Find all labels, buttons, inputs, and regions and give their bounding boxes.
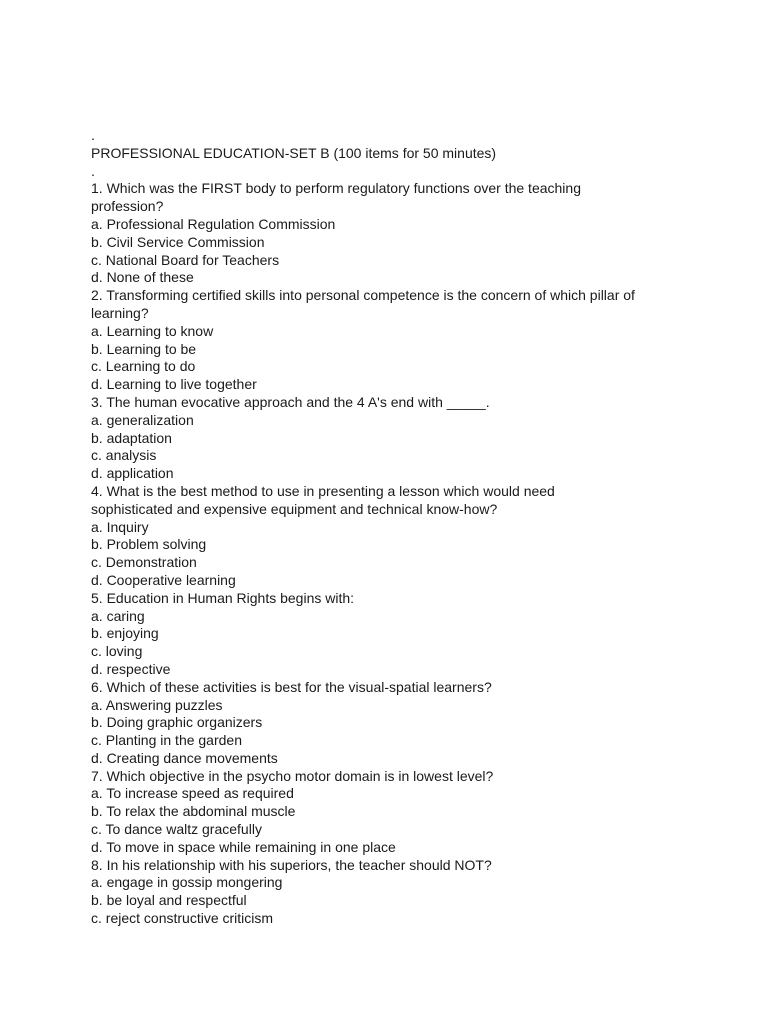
question-3: 3. The human evocative approach and the 4 A's end with _____. [91,393,490,410]
document-title: PROFESSIONAL EDUCATION-SET B (100 items for 50 minutes) [91,144,497,161]
question-1-option-b: b. Civil Service Commission [91,233,265,250]
question-3-option-d: d. application [91,465,174,482]
question-4-option-b: b. Problem solving [91,536,207,553]
question-6-option-c: c. Planting in the garden [91,732,242,749]
question-1-line-2: profession? [91,198,164,215]
question-4-option-a: a. Inquiry [91,518,149,535]
question-2-option-b: b. Learning to be [91,340,197,357]
question-8-option-a: a. engage in gossip mongering [91,874,283,891]
question-5-option-d: d. respective [91,660,171,677]
document-body [91,127,731,928]
question-2-line-1: 2. Transforming certified skills into personal competence is the concern of which pillar of [91,287,635,304]
question-3-option-b: b. adaptation [91,429,172,446]
question-7-option-b: b. To relax the abdominal muscle [91,803,296,820]
question-3-option-c: c. analysis [91,447,157,464]
question-7-option-a: a. To increase speed as required [91,785,294,802]
question-6: 6. Which of these activities is best for the visual-spatial learners? [91,678,492,695]
question-1-option-d: d. None of these [91,269,194,286]
question-5-option-a: a. caring [91,607,145,624]
question-4-option-c: c. Demonstration [91,554,197,571]
question-3-option-a: a. generalization [91,411,194,428]
leading-dot: . [91,127,95,143]
question-8: 8. In his relationship with his superiors, the teacher should NOT? [91,856,492,873]
question-7-option-c: c. To dance waltz gracefully [91,821,262,838]
question-5-option-c: c. loving [91,643,143,660]
question-5-option-b: b. enjoying [91,625,159,642]
question-7: 7. Which objective in the psycho motor domain is in lowest level? [91,767,494,784]
question-8-option-b: b. be loyal and respectful [91,892,247,909]
question-6-option-a: a. Answering puzzles [91,696,223,713]
question-1-option-c: c. National Board for Teachers [91,251,280,268]
question-4-line-1: 4. What is the best method to use in presenting a lesson which would need [91,482,555,499]
question-4-line-2: sophisticated and expensive equipment and technical know-how? [91,500,498,517]
question-2-option-d: d. Learning to live together [91,376,257,393]
question-7-option-d: d. To move in space while remaining in one place [91,838,396,855]
question-1-line-1: 1. Which was the FIRST body to perform regulatory functions over the teaching [91,180,581,197]
question-2-option-c: c. Learning to do [91,358,196,375]
question-1-option-a: a. Professional Regulation Commission [91,215,336,232]
question-2-option-a: a. Learning to know [91,322,214,339]
separator-dot: . [91,162,95,179]
question-8-option-c: c. reject constructive criticism [91,910,274,927]
question-2-line-2: learning? [91,304,149,321]
question-6-option-d: d. Creating dance movements [91,749,278,766]
question-5: 5. Education in Human Rights begins with: [91,589,355,606]
question-4-option-d: d. Cooperative learning [91,571,236,588]
question-6-option-b: b. Doing graphic organizers [91,714,263,731]
